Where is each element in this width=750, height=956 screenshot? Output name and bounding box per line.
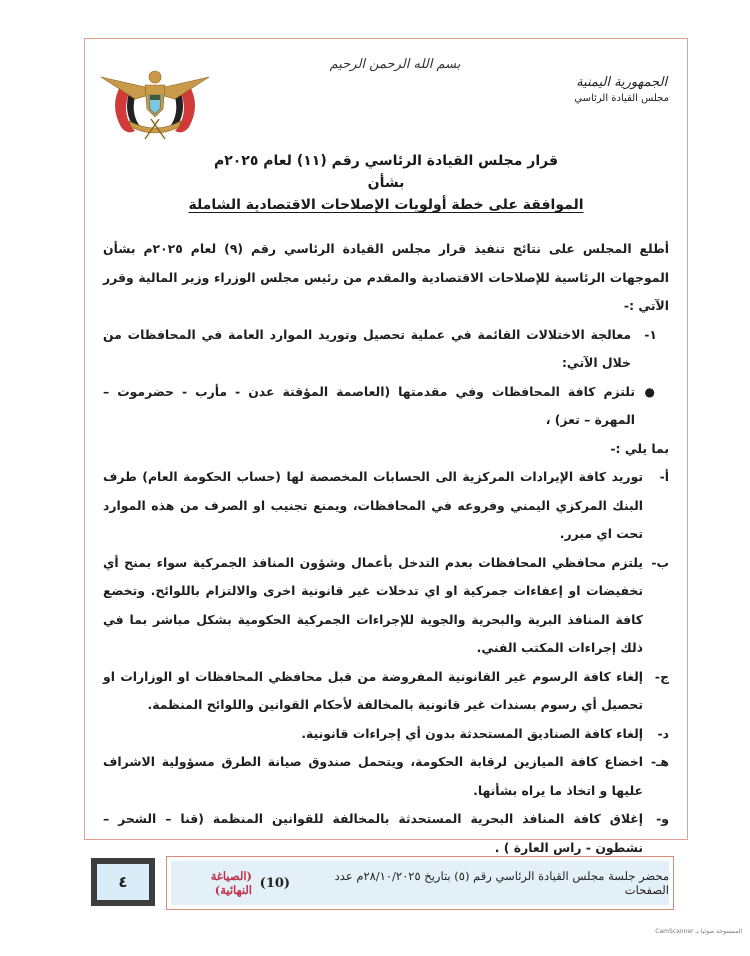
intro-paragraph: أطلع المجلس على نتائج تنفيذ قرار مجلس القيادة الرئاسي رقم (٩) لعام ٢٠٢٥م بشأن الموجهات الرئاسية للإصلاحات الاقتصادية والمقدم من رئيس مجلس الوزراء وزير المالية وقرر الآتي :- — [103, 241, 669, 313]
sub-item-marker: ج- — [654, 668, 669, 684]
bullet-icon: ● — [644, 384, 655, 399]
sub-item-marker: هـ- — [651, 754, 669, 769]
sub-item-e — [103, 748, 669, 805]
sub-item-marker: د- — [657, 725, 669, 741]
bullet-continuation: بما يلي :- — [610, 440, 669, 456]
minutes-text: محضر جلسة مجلس القيادة الرئاسي رقم (٥) بتاريخ ٢٨/١٠/٢٠٢٥م عدد الصفحات — [334, 869, 669, 897]
page-number-box — [91, 858, 155, 906]
minutes-footer — [166, 856, 674, 910]
sub-item-a — [103, 463, 669, 549]
sub-item-b — [103, 549, 669, 663]
yemen-emblem-icon — [99, 65, 211, 141]
letterhead — [85, 39, 687, 149]
basmala: بسم الله الرحمن الرحيم — [329, 57, 461, 72]
sub-item-text: إلغاء كافة الرسوم غير القانونية المفروضة من قبل محافظي المحافظات او الوزارات او تحصيل أي رسوم بسندات غير قانونية بالمخالفة لأحكام القوانين واللوائح المنظمة. — [103, 668, 643, 712]
country-name: الجمهورية اليمنية — [576, 75, 668, 90]
council-name: مجلس القيادة الرئاسي — [574, 93, 669, 104]
sub-item-f — [103, 805, 669, 862]
sub-item-d — [103, 720, 669, 749]
decision-title-block — [85, 149, 687, 213]
decision-body — [103, 235, 669, 862]
sub-item-text: إلغاء كافة الصناديق المستحدثة بدون أي إجراءات قانونية. — [301, 725, 643, 741]
page-number: ٤ — [97, 864, 149, 900]
page-count: (10) — [259, 875, 291, 891]
document-frame — [84, 38, 688, 855]
bullet-item — [103, 378, 669, 435]
issuing-authority — [574, 75, 669, 104]
sub-item-text: توريد كافة الإيرادات المركزية الى الحسابات المخصصة لها (حساب الحكومة العام) طرف البنك المركزي اليمني وفروعه في المحافظات، ويمنع تجنيب او الصرف من هذه الموارد تحت اي مبرر. — [103, 469, 643, 541]
point-1 — [103, 321, 669, 378]
point-1-text: معالجة الاختلالات القائمة في عملية تحصيل وتوريد الموارد العامة في المحافظات من خلال الآتي: — [103, 326, 631, 370]
sub-item-c — [103, 663, 669, 720]
sub-item-marker: ب- — [651, 554, 669, 570]
point-1-number: ١- — [644, 326, 657, 342]
sub-item-marker: و- — [656, 811, 669, 826]
sub-item-text: اخضاع كافة الميازين لرقابة الحكومة، ويتحمل صندوق صيانة الطرق مسؤولية الاشراف عليها و اتخاذ ما يراه بشأنها. — [103, 754, 643, 798]
bullet-text: تلتزم كافة المحافظات وفي مقدمتها (العاصمة المؤقتة عدن - مأرب - حضرموت – المهرة – تعز) ، — [103, 383, 635, 427]
final-draft-label: (الصياغة النهائية) — [210, 869, 253, 897]
sub-item-text: إغلاق كافة المنافذ البحرية المستحدثة بالمخالفة للقوانين المنظمة (قنا – الشحر – نشطون - راس العارة ) . — [103, 811, 643, 855]
decision-title: قرار مجلس القيادة الرئاسي رقم (١١) لعام ٢٠٢٥م — [213, 153, 559, 169]
decision-regarding: بشأن — [367, 175, 405, 191]
sub-item-marker: أ- — [659, 469, 669, 484]
decision-subject: الموافقة على خطة أولويات الإصلاحات الاقتصادية الشاملة — [188, 197, 584, 213]
minutes-footer-inner — [171, 861, 669, 905]
scanner-watermark: الممسوحة ضوئيا بـ CamScanner — [655, 928, 742, 935]
sub-item-text: يلتزم محافظي المحافظات بعدم التدخل بأعمال وشؤون المنافذ الجمركية سواء بمنح أي تخفيضات او إعفاءات جمركية او اي تدخلات غير قانونية اخرى والالتزام باللوائح. وتخضع كافة المنافذ البرية والبحرية والجوية للإجراءات الجمركية الحكومية بشكل مباشر بما في ذلك إجراءات المكتب الفني. — [103, 554, 643, 655]
